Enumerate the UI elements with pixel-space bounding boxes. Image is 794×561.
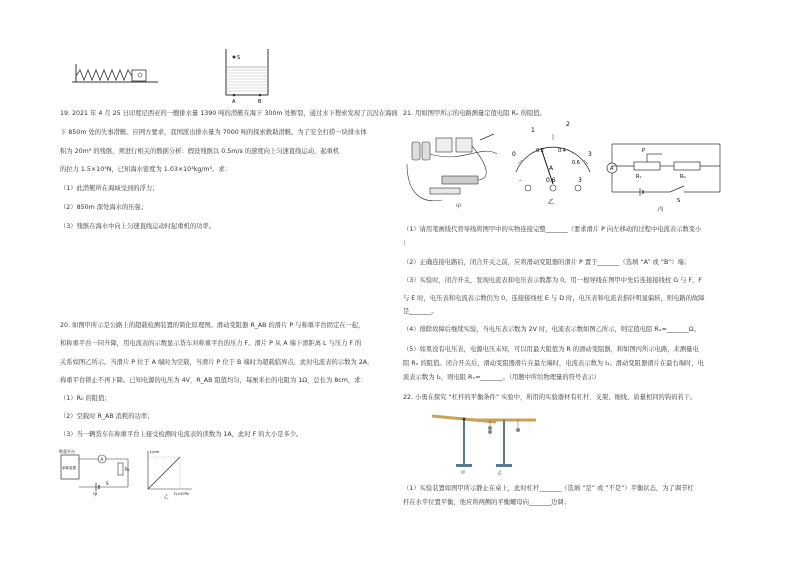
switch-s-label: S: [106, 481, 109, 486]
weighing-circuit-figure: [58, 447, 138, 497]
q19-line4: 的拉力 1.5×10⁵N，已知海水密度为 1.03×10³kg/m³。求：: [60, 166, 231, 173]
q19-sub2: （2）850m 深处海水的压强；: [60, 204, 148, 211]
q21-title: 21. 用如图甲所示的电路测量定值电阻 Rₓ 的阻值。: [403, 110, 546, 117]
q21-sub5a: （5）如果没有电压表，电源电压未知，可以用最大阻值为 R 的滑动变阻器，和如图丙所示电路，来测量电: [403, 346, 699, 353]
schematic-ammeter: A: [610, 166, 614, 172]
r0-label: R₀: [125, 467, 130, 472]
q20-line4: 称重平台锁止不再下降。已知电源的电压为 4V，R_AB 阻值均匀，每厘米长的电阻为 1Ω，总长为 8cm，求：: [60, 377, 367, 384]
terminal-minus: -: [519, 177, 522, 184]
meter-label-0: 0: [512, 151, 516, 158]
q21-sub5c: 流表示数为 I₂，则电阻 Rₓ=_______。（用题中所给物理量的符号表示）: [403, 374, 601, 381]
point-a-label: A: [232, 99, 236, 105]
q22-sub1a: （1）实验装置如图甲所示静止在桌上，此时杠杆_______（选填 “是” 或 “不是”）平衡状态，为了调节杠: [403, 485, 694, 492]
fig-yi-left: 乙: [164, 495, 169, 499]
fig-jia-right: 甲: [456, 204, 462, 210]
meter-label-3: 3: [588, 151, 592, 158]
lever-figure-yi: [468, 410, 538, 476]
q20-sub1: （1）R₀ 的阻值；: [60, 395, 111, 402]
f-axis-label: F/×10⁴N: [174, 492, 189, 496]
q19-line2: 下 850m 处的失事潜艇。应网方要求，我国派出排水量为 7000 吨的探索救助潜艇。为了安全打捞一块排水体: [60, 129, 367, 136]
terminal-06: 0.6: [546, 177, 556, 184]
water-tank-figure: [222, 47, 272, 105]
spring-figure: [70, 62, 160, 84]
meter-label-02: 0.2: [536, 148, 544, 154]
schematic-figure: [600, 132, 730, 212]
q21-sub5b: 阻 Rₓ 的阻值。闭合开关后，滑动变阻器滑片在最左端时，电流表示数为 I₁；滑动变阻器滑片在最右端时，电: [403, 360, 704, 367]
q20-sub3: （3）当一辆货车在称重平台上接受检测时电流表的读数为 1A，此时 F 的大小是多少。: [60, 431, 303, 438]
truck-label: 承载装置: [62, 466, 76, 470]
q21-sub4: （4）排除故障后继续实验，当电压表示数为 2V 时，电流表示数如图乙所示，则定值电阻 Rₓ=_______Ω。: [403, 326, 700, 333]
q20-line2: 和称重平台一同升降，用电流表的示数显示货车对称重平台的压力 F。滑片 P 从 A 端下滑距离 L 与压力 F 的: [60, 340, 362, 347]
q21-sub3a: （3）实验时，闭合开关，发现电流表和电压表示数都为 0。用一根导线在图甲中先后连接接线柱 G 与 F，F: [403, 277, 702, 284]
ammeter-a-label: A: [100, 457, 104, 462]
q22-sub1b: 杆在水平位置平衡，他应将两侧的平衡螺母向_______边调；: [403, 499, 570, 506]
q20-line3: 关系如图乙所示。当滑片 P 位于 A 端时为空载，当滑片 P 位于 B 端时为超载临界点，此时电流表的示数为 2A，: [60, 359, 374, 366]
q21-sub3c: 是_______。: [403, 308, 438, 315]
lever-jia-label: 甲: [461, 470, 465, 475]
meter-label-04: 0.4: [558, 148, 566, 154]
point-b-label: B: [258, 99, 262, 105]
physical-circuit-figure: [402, 124, 502, 212]
meter-label-06: 0.6: [572, 160, 580, 166]
lever-yi-label: 乙: [498, 470, 502, 475]
q19-sub3: （3）残骸在海水中向上匀速直线运动时起重机的功率。: [60, 223, 216, 230]
fig-yi-right: 乙: [548, 199, 555, 206]
q22-title: 22. 小勇在探究 “杠杆的平衡条件” 实验中，所用的实验器材有杠杆、支架、细线、质量相同的钩码若干。: [403, 394, 697, 401]
l-f-graph: [140, 447, 195, 499]
terminal-3: 3: [578, 177, 582, 184]
meter-unit-a: A: [549, 165, 554, 172]
q21-sub3b: 与 E 时，电压表和电流表示数仍为 0，连接接线柱 E 与 D 时，电压表和电流表指针明显偏转，则电路的故障: [403, 295, 705, 302]
ammeter-figure: [508, 112, 598, 212]
q19-line3: 积为 20m³ 的残骸，须进行相关的数据分析：假设残骸以 0.5m/s 的速度向上匀速直线运动，起重机: [60, 148, 340, 155]
fig-jia-left: 甲: [93, 493, 98, 497]
meter-label-2: 2: [566, 121, 570, 128]
q21-sub2: （2）正确连接电路后，闭合开关之前，应将滑动变阻器的滑片 P 置于_______（选填 “A” 或 “B”）端；: [403, 259, 691, 266]
fig-bing: 丙: [658, 207, 664, 212]
q19-sub1: （1）此潜艇所在海域受到的浮力；: [60, 185, 159, 192]
slider-p-label: P: [642, 148, 646, 154]
q19-line1: 19. 2021 年 4 月 25 日印度尼西亚的一艘排水量 1390 吨的潜艇在海下 300m 处断裂，通过水下搜索发现了沉没在海面: [60, 110, 398, 117]
platform-label: 称重平台: [59, 449, 75, 454]
q21-sub1a: （1）请用笔画线代替导线将图甲中的实物连接完整_______（要求滑片 P 向左移动的过程中电流表示数变小: [403, 226, 702, 233]
switch-s-right: S: [677, 198, 681, 204]
l-axis-label: L/cm: [150, 449, 160, 454]
q20-sub2: （2）空载时 R_AB 消耗的功率；: [60, 413, 154, 420]
meter-label-1: 1: [531, 127, 535, 134]
rx-label: Rₓ: [636, 174, 642, 180]
q21-sub1b: ）: [403, 240, 410, 247]
r0-label-right: R₀: [680, 174, 686, 180]
point-s-label: S: [237, 55, 241, 61]
q20-line1: 20. 如图甲所示是公路上的超载检测装置的简化原理图。滑动变阻器 R_AB 的滑片 P 与称重平台固定在一起，: [60, 322, 365, 329]
